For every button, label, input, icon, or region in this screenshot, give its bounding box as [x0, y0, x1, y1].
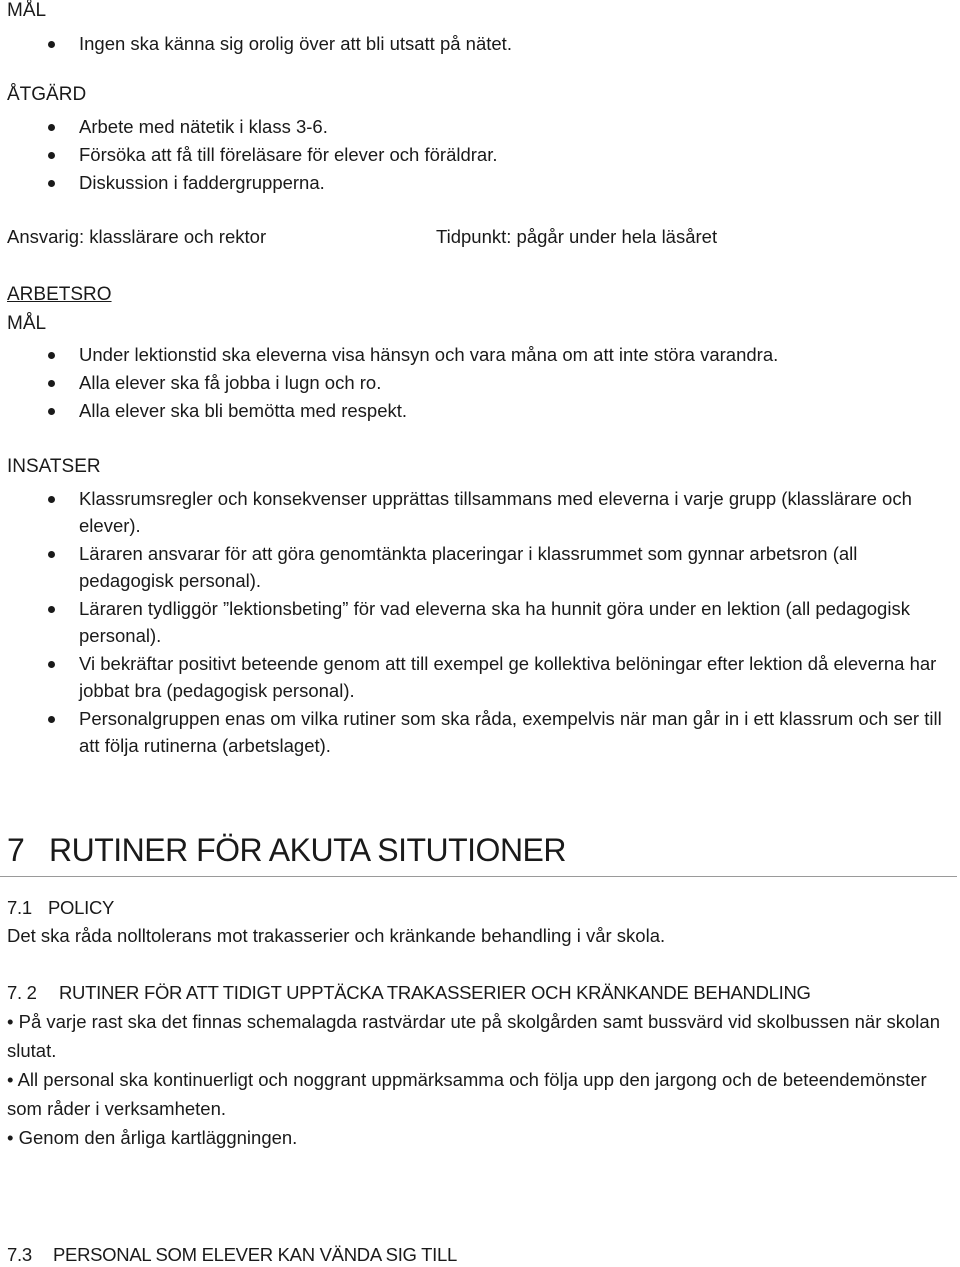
- goal-list-2: [0, 341, 778, 425]
- list-item: Under lektionstid ska eleverna visa hänsyn och vara måna om att inte störa varandra.: [0, 341, 778, 369]
- list-item: Vi bekräftar positivt beteende genom att till exempel ge kollektiva belöningar efter lektion då eleverna har jobbat bra (pedagogisk personal).: [0, 650, 949, 704]
- timing-text: Tidpunkt: pågår under hela läsåret: [436, 226, 718, 247]
- section-number-7-2: 7. 2: [7, 982, 37, 1003]
- list-item: Försöka att få till föreläsare för elever och föräldrar.: [0, 141, 498, 169]
- routine-paragraph: • All personal ska kontinuerligt och noggrant uppmärksamma och följa upp den jargong och de beteendemönster som råder i verksamheten.: [7, 1069, 927, 1119]
- routine-paragraph: • Genom den årliga kartläggningen.: [7, 1127, 298, 1148]
- section-number-7-1: 7.1: [7, 897, 32, 918]
- list-item: Läraren tydliggör ”lektionsbeting” för vad eleverna ska ha hunnit göra under en lektion (all pedagogisk personal).: [0, 595, 949, 649]
- goal-heading-2: MÅL: [7, 313, 47, 334]
- action-list: [0, 113, 498, 197]
- list-item: Ingen ska känna sig orolig över att bli utsatt på nätet.: [0, 30, 512, 58]
- section-title-7-3: PERSONAL SOM ELEVER KAN VÄNDA SIG TILL: [53, 1244, 457, 1265]
- list-item: Klassrumsregler och konsekvenser upprättas tillsammans med eleverna i varje grupp (klasslärare och elever).: [0, 485, 949, 539]
- list-item: Arbete med nätetik i klass 3-6.: [0, 113, 498, 141]
- list-item: Alla elever ska bli bemötta med respekt.: [0, 397, 778, 425]
- list-item: Diskussion i faddergrupperna.: [0, 169, 498, 197]
- chapter-heading: [0, 828, 957, 877]
- policy-text: Det ska råda nolltolerans mot trakasserier och kränkande behandling i vår skola.: [7, 925, 666, 946]
- section-title-7-2: RUTINER FÖR ATT TIDIGT UPPTÄCKA TRAKASSERIER OCH KRÄNKANDE BEHANDLING: [59, 982, 811, 1003]
- section-title-7-1: POLICY: [48, 897, 115, 918]
- chapter-number: 7: [7, 832, 25, 868]
- measures-heading: INSATSER: [7, 456, 101, 477]
- responsible-text: Ansvarig: klasslärare och rektor: [7, 226, 267, 247]
- goal-heading-1: MÅL: [7, 0, 47, 21]
- measures-list: [0, 485, 949, 760]
- section-number-7-3: 7.3: [7, 1244, 32, 1265]
- section-title-arbetsro: ARBETSRO: [7, 284, 112, 305]
- list-item: Läraren ansvarar för att göra genomtänkta placeringar i klassrummet som gynnar arbetsron (all pedagogisk personal).: [0, 540, 949, 594]
- list-item: Personalgruppen enas om vilka rutiner som ska råda, exempelvis när man går in i ett klassrum och ser till att följa rutinerna (arbetslaget).: [0, 705, 949, 759]
- action-heading: ÅTGÄRD: [7, 84, 87, 105]
- chapter-title: RUTINER FÖR AKUTA SITUTIONER: [49, 832, 566, 868]
- routine-paragraph: • På varje rast ska det finnas schemalagda rastvärdar ute på skolgården samt bussvärd vid skolbussen när skolan slutat.: [7, 1011, 940, 1061]
- goal-list-1: [0, 30, 512, 58]
- list-item: Alla elever ska få jobba i lugn och ro.: [0, 369, 778, 397]
